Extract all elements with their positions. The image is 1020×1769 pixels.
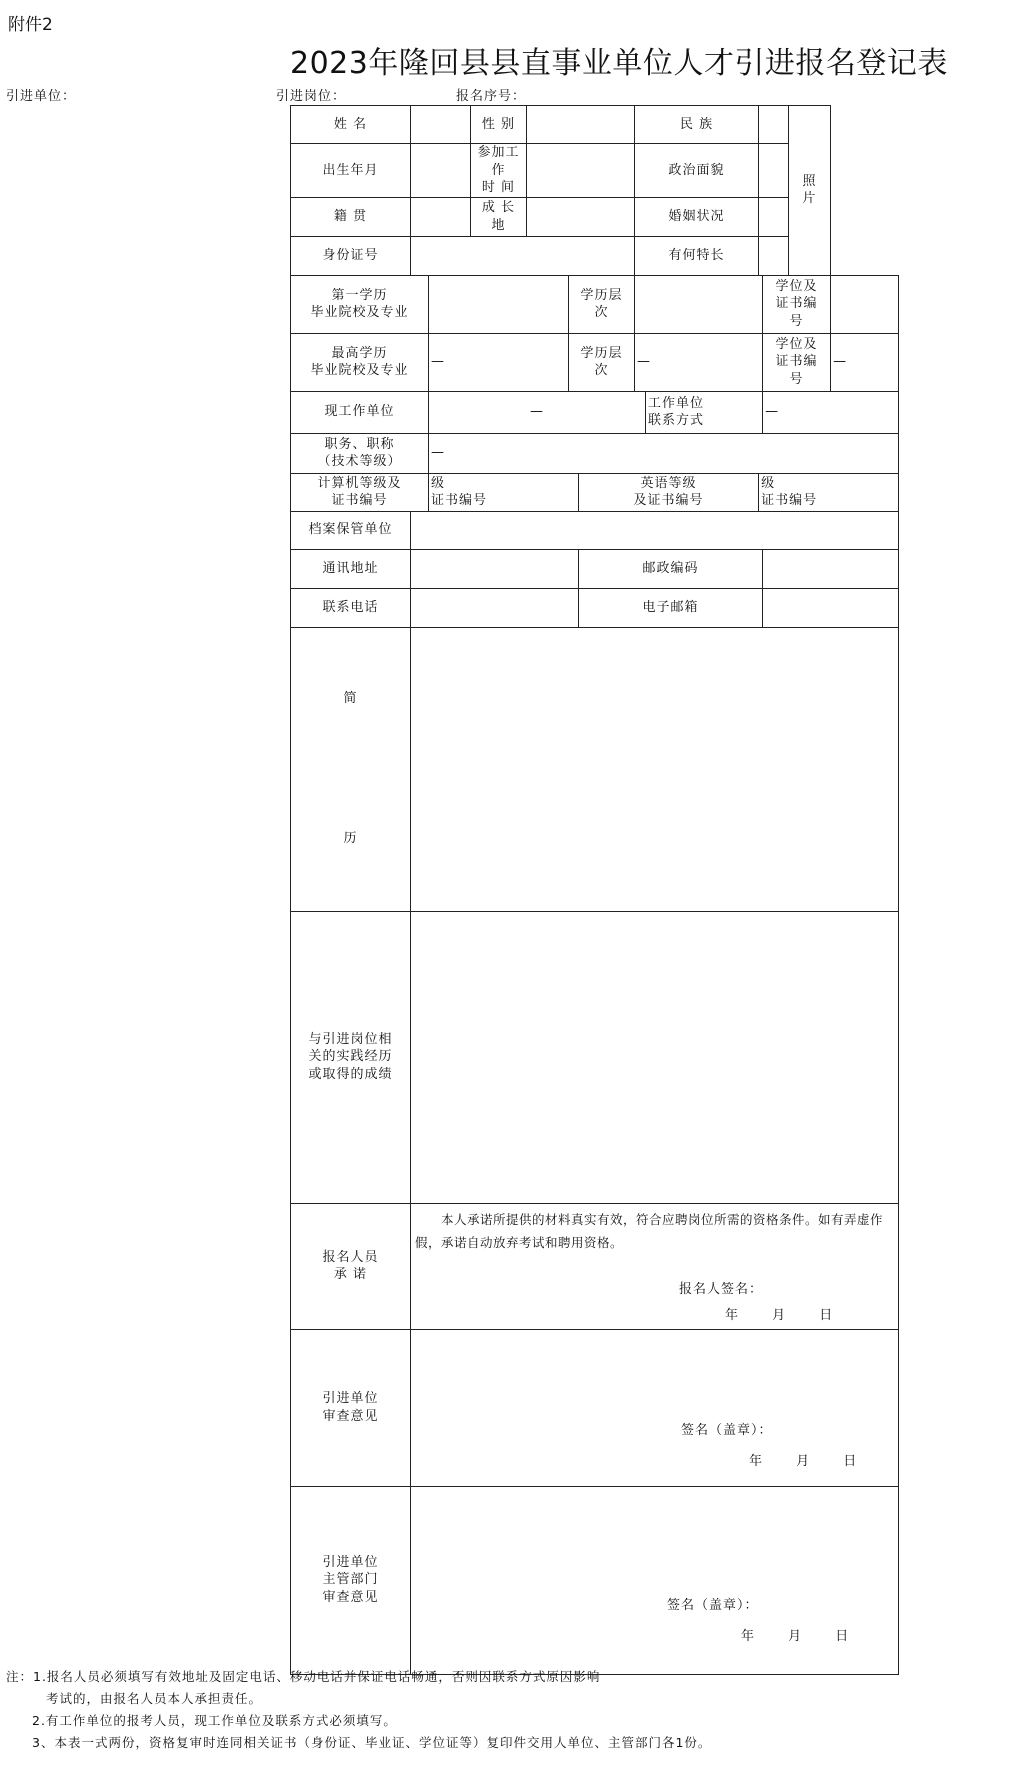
first-degree-label-1: 学位及 (775, 278, 818, 294)
practice-label-2: 关的实践经历 (308, 1049, 393, 1065)
computer-grade-label: 级 (431, 475, 446, 491)
birth-value[interactable] (411, 144, 471, 198)
pledge-label (291, 1203, 411, 1329)
title-rank-label-2: （技术等级） (317, 454, 402, 470)
review2-box[interactable] (411, 1486, 899, 1674)
review2-label-1: 引进单位 (322, 1554, 379, 1570)
english-value[interactable] (759, 473, 899, 511)
first-edu-level-label-1: 学历层 (580, 287, 623, 303)
review1-label-2: 审查意见 (322, 1408, 379, 1424)
name-value[interactable] (411, 106, 471, 144)
id-no-label: 身份证号 (291, 236, 411, 275)
top-degree-value[interactable]: — (831, 333, 899, 391)
grew-up-value[interactable] (527, 197, 635, 236)
birth-label: 出生年月 (291, 144, 411, 198)
first-edu-level-label (569, 275, 635, 333)
pledge-label-1: 报名人员 (322, 1249, 379, 1265)
practice-value[interactable] (411, 911, 899, 1203)
ethnicity-value[interactable] (759, 106, 789, 144)
first-edu-label-1: 第一学历 (331, 287, 388, 303)
review2-date-label: 年 月 日 (741, 1629, 850, 1645)
review1-box[interactable] (411, 1329, 899, 1486)
pledge-box (411, 1203, 899, 1329)
postcode-label: 邮政编码 (579, 549, 763, 588)
english-label-2: 及证书编号 (633, 493, 704, 509)
archive-unit-value[interactable] (411, 511, 899, 549)
phone-label: 联系电话 (291, 588, 411, 627)
attachment-label: 附件2 (8, 15, 53, 35)
first-edu-level-label-2: 次 (594, 305, 609, 321)
native-label: 籍 贯 (291, 197, 411, 236)
title-rank-value[interactable]: — (429, 433, 899, 473)
top-edu-level-label-1: 学历层 (580, 345, 623, 361)
photo-label-1: 照 (802, 173, 817, 189)
english-cert-label: 证书编号 (761, 493, 818, 509)
unit-contact-label-1: 工作单位 (648, 395, 705, 411)
first-edu-label-2: 毕业院校及专业 (310, 305, 409, 321)
practice-label-1: 与引进岗位相 (308, 1031, 393, 1047)
top-edu-level-label-2: 次 (594, 363, 609, 379)
specialty-value[interactable] (759, 236, 789, 275)
current-unit-label: 现工作单位 (291, 391, 429, 433)
gender-value[interactable] (527, 106, 635, 144)
review1-label-1: 引进单位 (322, 1391, 379, 1407)
computer-cert-label: 证书编号 (431, 493, 488, 509)
review2-label-2: 主管部门 (322, 1572, 379, 1588)
id-no-value[interactable] (411, 236, 635, 275)
review1-label (291, 1329, 411, 1486)
computer-label-2: 证书编号 (331, 493, 388, 509)
resume-label (291, 627, 411, 911)
first-edu-level-value[interactable] (635, 275, 763, 333)
marital-value[interactable] (759, 197, 789, 236)
pledge-signature-label: 报名人签名： (679, 1282, 764, 1298)
archive-unit-label: 档案保管单位 (291, 511, 411, 549)
note-1: 注：1.报名人员必须填写有效地址及固定电话、移动电话并保证电话畅通，否则因联系方式原因影响 (6, 1669, 601, 1684)
native-value[interactable] (411, 197, 471, 236)
title-rank-label-1: 职务、职称 (324, 436, 395, 452)
address-value[interactable] (411, 549, 579, 588)
email-label: 电子邮箱 (579, 588, 763, 627)
political-label: 政治面貌 (635, 144, 759, 198)
top-edu-label (291, 333, 429, 391)
postcode-value[interactable] (763, 549, 899, 588)
note-2: 2.有工作单位的报考人员，现工作单位及联系方式必须填写。 (32, 1713, 397, 1728)
top-degree-label-2: 证书编 (775, 354, 818, 370)
practice-label (291, 911, 411, 1203)
top-degree-label-3: 号 (789, 371, 804, 387)
work-time-label (471, 144, 527, 198)
name-label: 姓 名 (291, 106, 411, 144)
notes (6, 1666, 711, 1754)
title-rank-label (291, 433, 429, 473)
english-label (579, 473, 759, 511)
work-time-label-1: 参加工作 (477, 145, 520, 178)
unit-contact-label (646, 391, 763, 433)
english-grade-label: 级 (761, 475, 776, 491)
computer-label (291, 473, 429, 511)
first-degree-label-3: 号 (789, 313, 804, 329)
english-label-1: 英语等级 (640, 475, 697, 491)
review1-signature-label: 签名（盖章）： (681, 1422, 773, 1438)
review2-label-3: 审查意见 (322, 1589, 379, 1605)
top-edu-label-1: 最高学历 (331, 345, 388, 361)
page-title: 2023年隆回县县直事业单位人才引进报名登记表 (290, 46, 948, 81)
resume-value[interactable] (411, 627, 899, 911)
top-degree-label (763, 333, 831, 391)
pledge-date-label: 年 月 日 (725, 1307, 834, 1323)
first-edu-label (291, 275, 429, 333)
top-degree-label-1: 学位及 (775, 336, 818, 352)
current-unit-value[interactable]: — (429, 391, 646, 433)
gender-label: 性 别 (471, 106, 527, 144)
header-unit-label: 引进单位： (6, 89, 77, 104)
header-seq-label: 报名序号： (456, 89, 527, 104)
top-edu-label-2: 毕业院校及专业 (310, 363, 409, 379)
first-edu-major-value[interactable] (429, 275, 569, 333)
pledge-label-2: 承 诺 (333, 1267, 368, 1283)
ethnicity-label: 民 族 (635, 106, 759, 144)
work-time-value[interactable] (527, 144, 635, 198)
first-degree-value[interactable] (831, 275, 899, 333)
note-3: 3、本表一式两份，资格复审时连同相关证书（身份证、毕业证、学位证等）复印件交用人单位、主管部门各1份。 (32, 1735, 712, 1750)
specialty-label: 有何特长 (635, 236, 759, 275)
registration-form (290, 105, 899, 1675)
review2-signature-label: 签名（盖章）： (667, 1597, 759, 1613)
resume-label-bottom: 历 (343, 831, 358, 847)
computer-value[interactable] (429, 473, 579, 511)
photo-box[interactable] (789, 106, 831, 276)
phone-value[interactable] (411, 588, 579, 627)
address-label: 通讯地址 (291, 549, 411, 588)
computer-label-1: 计算机等级及 (317, 475, 402, 491)
top-edu-level-value[interactable]: — (635, 333, 763, 391)
practice-label-3: 或取得的成绩 (308, 1066, 393, 1082)
top-edu-level-label (569, 333, 635, 391)
header-post-label: 引进岗位： (276, 89, 347, 104)
top-edu-major-value[interactable]: — (429, 333, 569, 391)
email-value[interactable] (763, 588, 899, 627)
work-time-label-2: 时 间 (481, 180, 516, 196)
unit-contact-value[interactable]: — (763, 391, 899, 433)
photo-label-2: 片 (802, 191, 817, 207)
grew-up-label: 成 长 地 (471, 197, 527, 236)
political-value[interactable] (759, 144, 789, 198)
first-degree-label-2: 证书编 (775, 296, 818, 312)
pledge-text: 本人承诺所提供的材料真实有效，符合应聘岗位所需的资格条件。如有弄虚作假，承诺自动放弃考试和聘用资格。 (415, 1211, 884, 1251)
marital-label: 婚姻状况 (635, 197, 759, 236)
resume-label-top: 简 (343, 691, 358, 707)
review2-label (291, 1486, 411, 1674)
first-degree-label (763, 275, 831, 333)
note-1-continued: 考试的，由报名人员本人承担责任。 (46, 1691, 263, 1706)
unit-contact-label-2: 联系方式 (648, 413, 705, 429)
review1-date-label: 年 月 日 (749, 1454, 858, 1470)
